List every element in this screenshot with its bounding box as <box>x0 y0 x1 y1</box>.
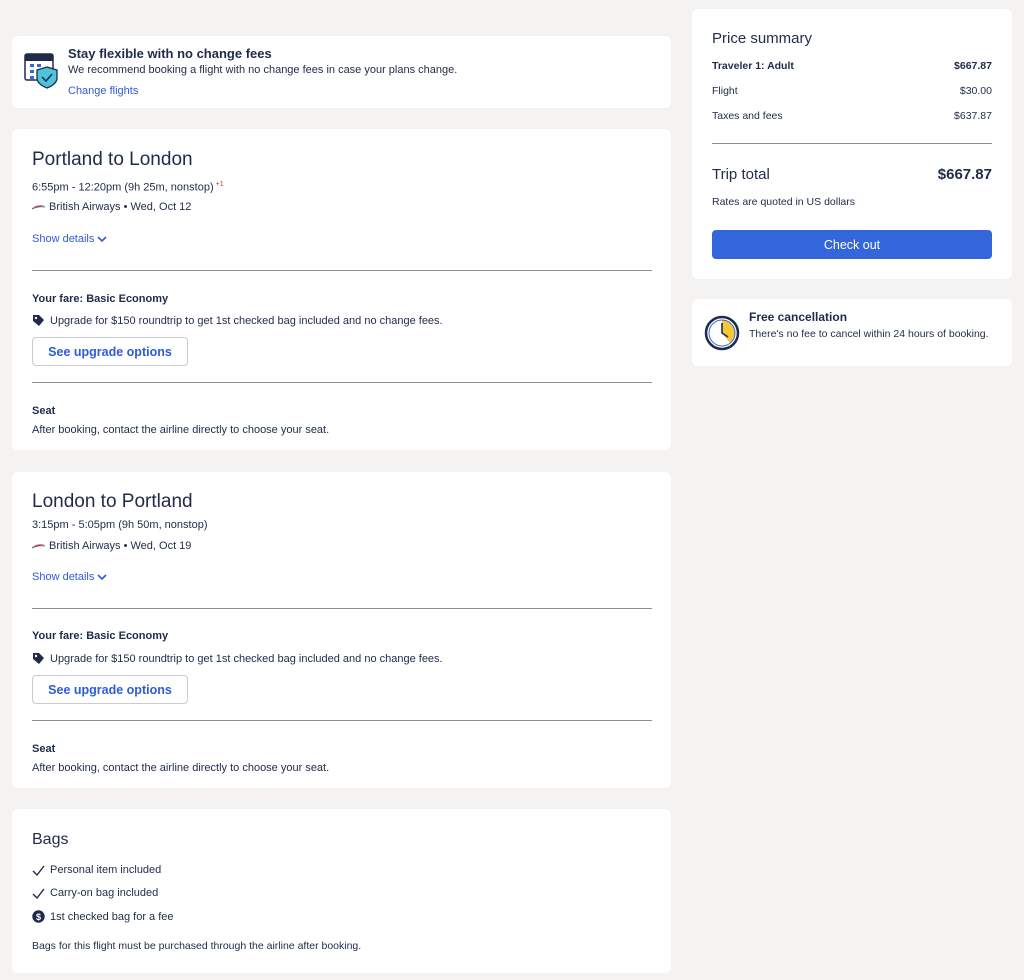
bags-title: Bags <box>32 831 69 848</box>
day-offset: +1 <box>215 181 224 188</box>
notice-title: Stay flexible with no change fees <box>68 46 272 61</box>
chevron-down-icon <box>97 574 107 581</box>
price-summary-card <box>692 9 1012 279</box>
price-row-flight <box>712 85 992 97</box>
bag-item <box>32 910 174 923</box>
divider <box>32 720 652 721</box>
fare-title: Your fare: Basic Economy <box>32 630 169 642</box>
british-airways-logo-icon <box>32 543 45 549</box>
see-upgrade-options-button[interactable]: See upgrade options <box>32 675 188 704</box>
bag-item-label: 1st checked bag for a fee <box>50 910 174 923</box>
divider <box>712 143 992 144</box>
free-cancellation-card <box>692 299 1012 366</box>
flight-times <box>32 181 224 194</box>
bag-item <box>32 887 158 899</box>
flight-times <box>32 519 207 531</box>
change-flights-link[interactable]: Change flights <box>68 85 139 97</box>
check-out-button[interactable]: Check out <box>712 230 992 259</box>
bag-item <box>32 864 161 876</box>
price-row-traveler <box>712 60 992 72</box>
bag-item-label: Carry-on bag included <box>50 887 159 899</box>
price-row-taxes <box>712 110 992 122</box>
show-details-label: Show details <box>32 233 95 245</box>
divider <box>32 270 652 271</box>
airline-line <box>32 201 191 213</box>
calendar-shield-icon <box>23 50 63 94</box>
show-details-toggle[interactable] <box>32 233 107 245</box>
check-icon <box>32 888 45 899</box>
price-row-label: Taxes and fees <box>712 110 783 122</box>
tag-icon <box>32 314 45 327</box>
fare-title: Your fare: Basic Economy <box>32 293 169 305</box>
trip-total-value: $667.87 <box>937 166 992 183</box>
airline-date: British Airways • Wed, Oct 19 <box>49 540 192 552</box>
trip-total <box>712 166 992 183</box>
flight-time-text: 3:15pm - 5:05pm (9h 50m, nonstop) <box>32 519 208 531</box>
price-row-value: $30.00 <box>959 85 992 97</box>
show-details-toggle[interactable] <box>32 571 107 583</box>
airline-date: British Airways • Wed, Oct 12 <box>49 201 192 213</box>
bag-item-label: Personal item included <box>50 864 162 876</box>
divider <box>32 382 652 383</box>
notice-subtitle: We recommend booking a flight with no change fees in case your plans change. <box>68 64 458 76</box>
seat-title: Seat <box>32 743 56 755</box>
upgrade-text: Upgrade for $150 roundtrip to get 1st checked bag included and no change fees. <box>50 314 443 327</box>
seat-text: After booking, contact the airline directly to choose your seat. <box>32 762 330 774</box>
price-row-label: Flight <box>712 85 738 97</box>
price-summary-title: Price summary <box>712 30 813 47</box>
see-upgrade-options-button[interactable]: See upgrade options <box>32 337 188 366</box>
rates-note: Rates are quoted in US dollars <box>712 196 855 208</box>
flight-card-return <box>12 472 671 788</box>
bags-note: Bags for this flight must be purchased through the airline after booking. <box>32 940 362 952</box>
seat-title: Seat <box>32 405 56 417</box>
svg-text:$: $ <box>35 912 42 922</box>
free-cancellation-title: Free cancellation <box>749 310 848 324</box>
upgrade-info <box>32 314 443 327</box>
chevron-down-icon <box>97 236 107 243</box>
clock-icon <box>704 315 740 351</box>
show-details-label: Show details <box>32 571 95 583</box>
check-icon <box>32 865 45 876</box>
flight-time-text: 6:55pm - 12:20pm (9h 25m, nonstop) <box>32 181 214 194</box>
upgrade-text: Upgrade for $150 roundtrip to get 1st checked bag included and no change fees. <box>50 652 443 665</box>
tag-icon <box>32 652 45 665</box>
british-airways-logo-icon <box>32 204 45 210</box>
divider <box>32 608 652 609</box>
airline-line <box>32 540 191 552</box>
flight-title: Portland to London <box>32 149 193 170</box>
bags-card <box>12 809 671 973</box>
upgrade-info <box>32 652 443 665</box>
price-row-value: $667.87 <box>954 60 992 72</box>
seat-text: After booking, contact the airline directly to choose your seat. <box>32 424 330 436</box>
price-row-label: Traveler 1: Adult <box>712 60 794 72</box>
trip-total-label: Trip total <box>712 166 770 183</box>
flight-title: London to Portland <box>32 491 193 512</box>
price-row-value: $637.87 <box>954 110 992 122</box>
dollar-icon <box>32 910 45 923</box>
no-change-fees-notice <box>12 36 671 108</box>
free-cancellation-text: There's no fee to cancel within 24 hours of booking. <box>749 328 989 340</box>
flight-card-outbound <box>12 129 671 450</box>
